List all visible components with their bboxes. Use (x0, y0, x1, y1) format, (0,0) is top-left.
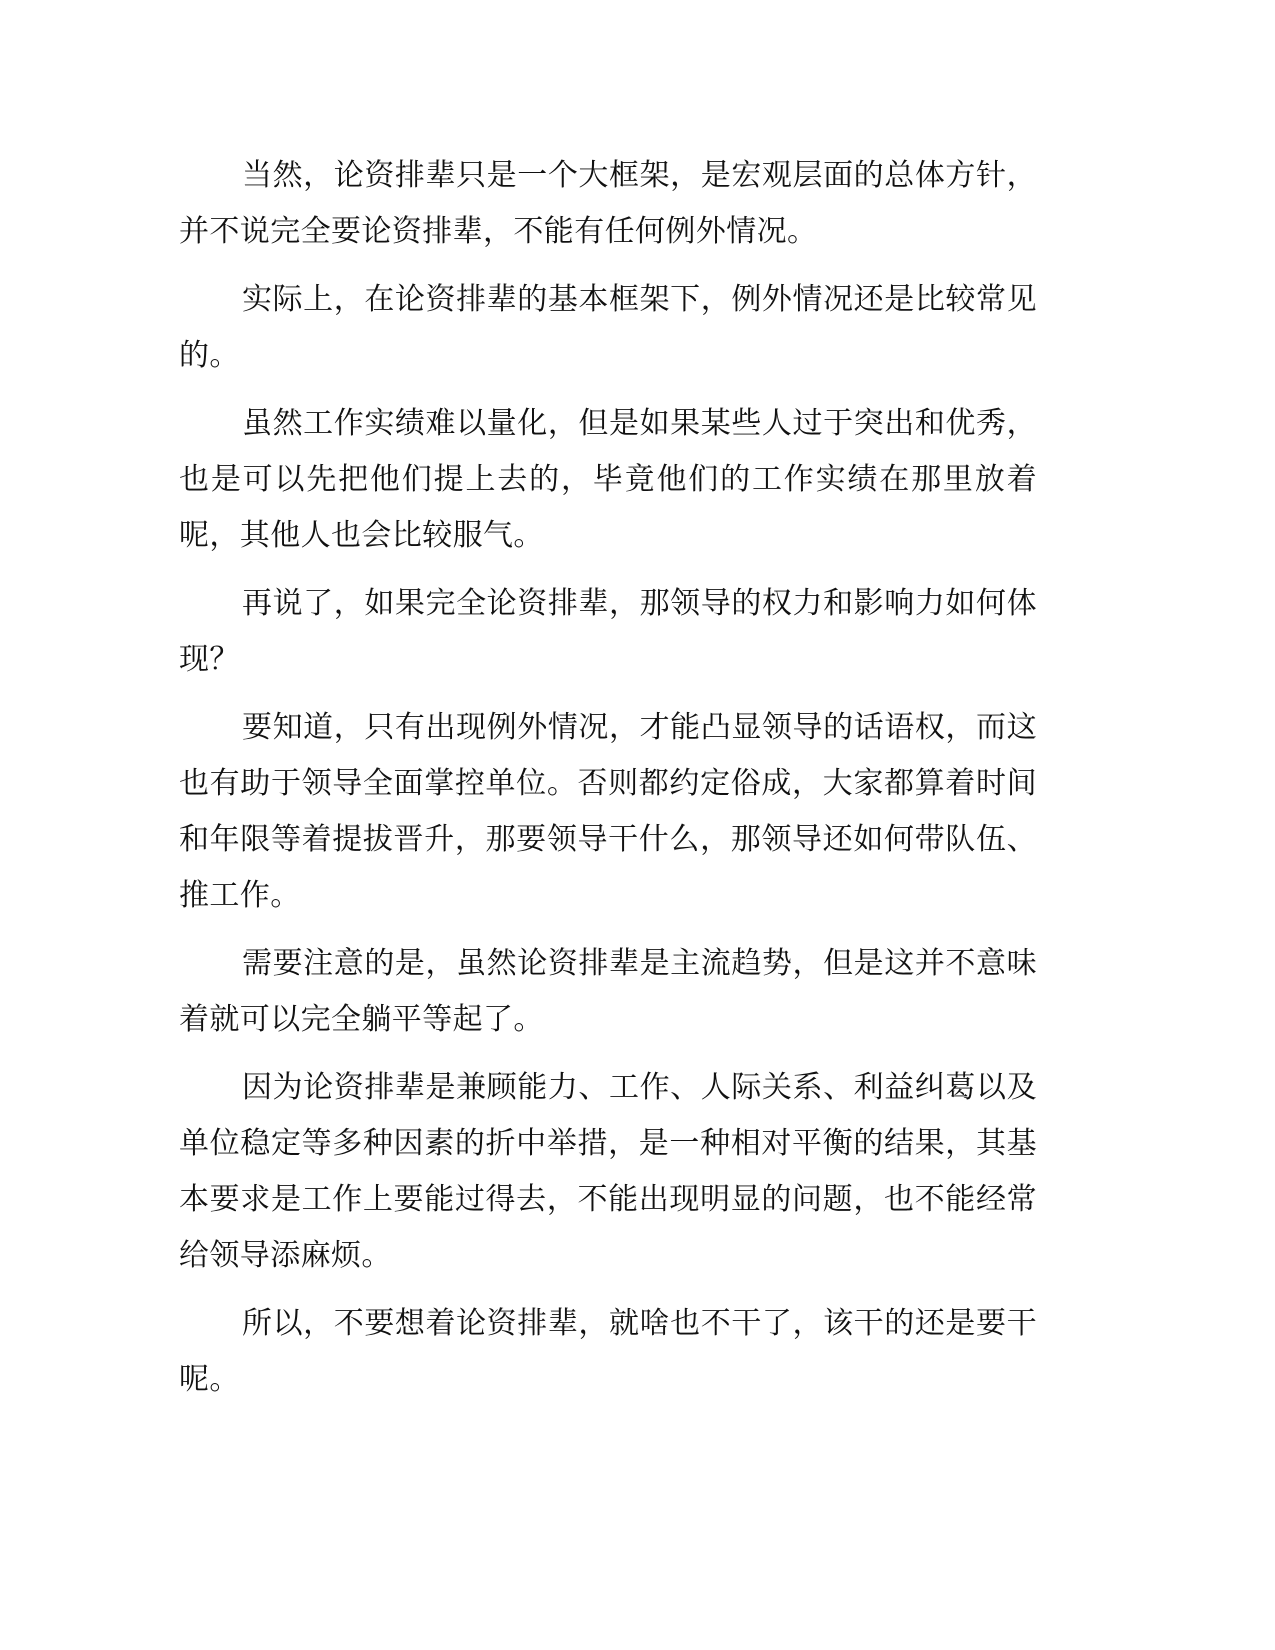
paragraph-3: 虽然工作实绩难以量化，但是如果某些人过于突出和优秀，也是可以先把他们提上去的，毕竟他们的工作实绩在那里放着呢，其他人也会比较服气。 (179, 406, 1037, 553)
paragraph-7: 因为论资排辈是兼顾能力、工作、人际关系、利益纠葛以及单位稳定等多种因素的折中举措，是一种相对平衡的结果，其基本要求是工作上要能过得去，不能出现明显的问题，也不能经常给领导添麻烦。 (179, 1070, 1037, 1273)
paragraph-5: 要知道，只有出现例外情况，才能凸显领导的话语权，而这也有助于领导全面掌控单位。否则都约定俗成，大家都算着时间和年限等着提拔晋升，那要领导干什么，那领导还如何带队伍、推工作。 (179, 710, 1037, 913)
paragraph-1: 当然，论资排辈只是一个大框架，是宏观层面的总体方针，并不说完全要论资排辈，不能有任何例外情况。 (179, 158, 1037, 249)
paragraph-4: 再说了，如果完全论资排辈，那领导的权力和影响力如何体现？ (179, 586, 1037, 677)
paragraph-6: 需要注意的是，虽然论资排辈是主流趋势，但是这并不意味着就可以完全躺平等起了。 (179, 946, 1037, 1037)
paragraph-2: 实际上，在论资排辈的基本框架下，例外情况还是比较常见的。 (179, 282, 1037, 373)
paragraph-8: 所以，不要想着论资排辈，就啥也不干了，该干的还是要干呢。 (179, 1306, 1037, 1397)
document-body (179, 148, 1037, 1420)
